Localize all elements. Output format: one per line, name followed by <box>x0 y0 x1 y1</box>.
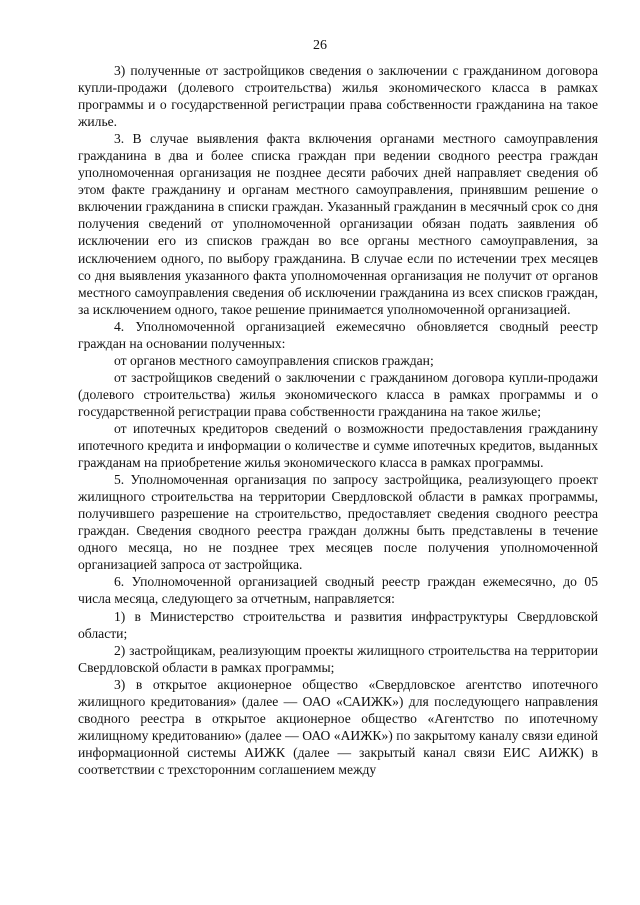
paragraph: 4. Уполномоченной организацией ежемесячно обновляется сводный реестр граждан на основании полученных: <box>78 318 598 351</box>
paragraph: 5. Уполномоченная организация по запросу застройщика, реализующего проект жилищного строительства на территории Свердловской области в рамках программы, получившего разрешение на строительство, предоставляет сведения сводного реестра граждан. Сведения сводного реестра граждан должны быть представлены в течение одного месяца, но не позднее трех месяцев после получения уполномоченной организацией запроса от застройщика. <box>78 472 598 573</box>
body-text <box>78 62 598 778</box>
list-item: 1) в Министерство строительства и развития инфраструктуры Свердловской области; <box>78 608 598 641</box>
paragraph: 3) полученные от застройщиков сведения о заключении с гражданином договора купли-продажи (долевого строительства) жилья экономического класса в рамках программы и о государственной регистрации права собственности гражданина на такое жилье. <box>78 63 598 130</box>
paragraph: 3. В случае выявления факта включения органами местного самоуправления гражданина в два и более списка граждан при ведении сводного реестра граждан уполномоченная организация не позднее десяти рабочих дней направляет сведения об этом факте гражданину и органам местного самоуправления, принявшим решение о включении гражданина в списки граждан. Указанный гражданин в месячный срок со дня получения сведений от уполномоченной организации обязан подать заявления об исключении его из списков граждан во все органы местного самоуправления, за исключением одного, по выбору гражданина. В случае если по истечении трех месяцев со дня выявления указанного факта уполномоченная организация не получит от органов местного самоуправления сведения об исключении гражданина из всех списков граждан, за исключением одного, такое решение принимается уполномоченной организацией. <box>78 131 598 317</box>
list-item: 2) застройщикам, реализующим проекты жилищного строительства на территории Свердловской области в рамках программы; <box>78 642 598 675</box>
paragraph: 6. Уполномоченной организацией сводный реестр граждан ежемесячно, до 05 числа месяца, следующего за отчетным, направляется: <box>78 574 598 607</box>
list-item: от органов местного самоуправления списков граждан; <box>114 352 434 368</box>
list-item: 3) в открытое акционерное общество «Свердловское агентство ипотечного жилищного кредитования» (далее — ОАО «САИЖК») для последующего направления сводного реестра в открытое акционерное общество «Агентство по ипотечному жилищному кредитованию» (далее — ОАО «АИЖК») по закрытому каналу связи единой информационной системы АИЖК (далее — закрытый канал связи ЕИС АИЖК) в соответствии с трехсторонним соглашением между <box>78 676 598 777</box>
page-number: 26 <box>313 38 327 53</box>
list-item: от ипотечных кредиторов сведений о возможности предоставления гражданину ипотечного кредита и информации о количестве и сумме ипотечных кредитов, выданных гражданам на приобретение жилья экономического класса в рамках программы. <box>78 420 598 471</box>
list-item: от застройщиков сведений о заключении с гражданином договора купли-продажи (долевого строительства) жилья экономического класса в рамках программы и о государственной регистрации права собственности гражданина на такое жилье; <box>78 369 598 419</box>
